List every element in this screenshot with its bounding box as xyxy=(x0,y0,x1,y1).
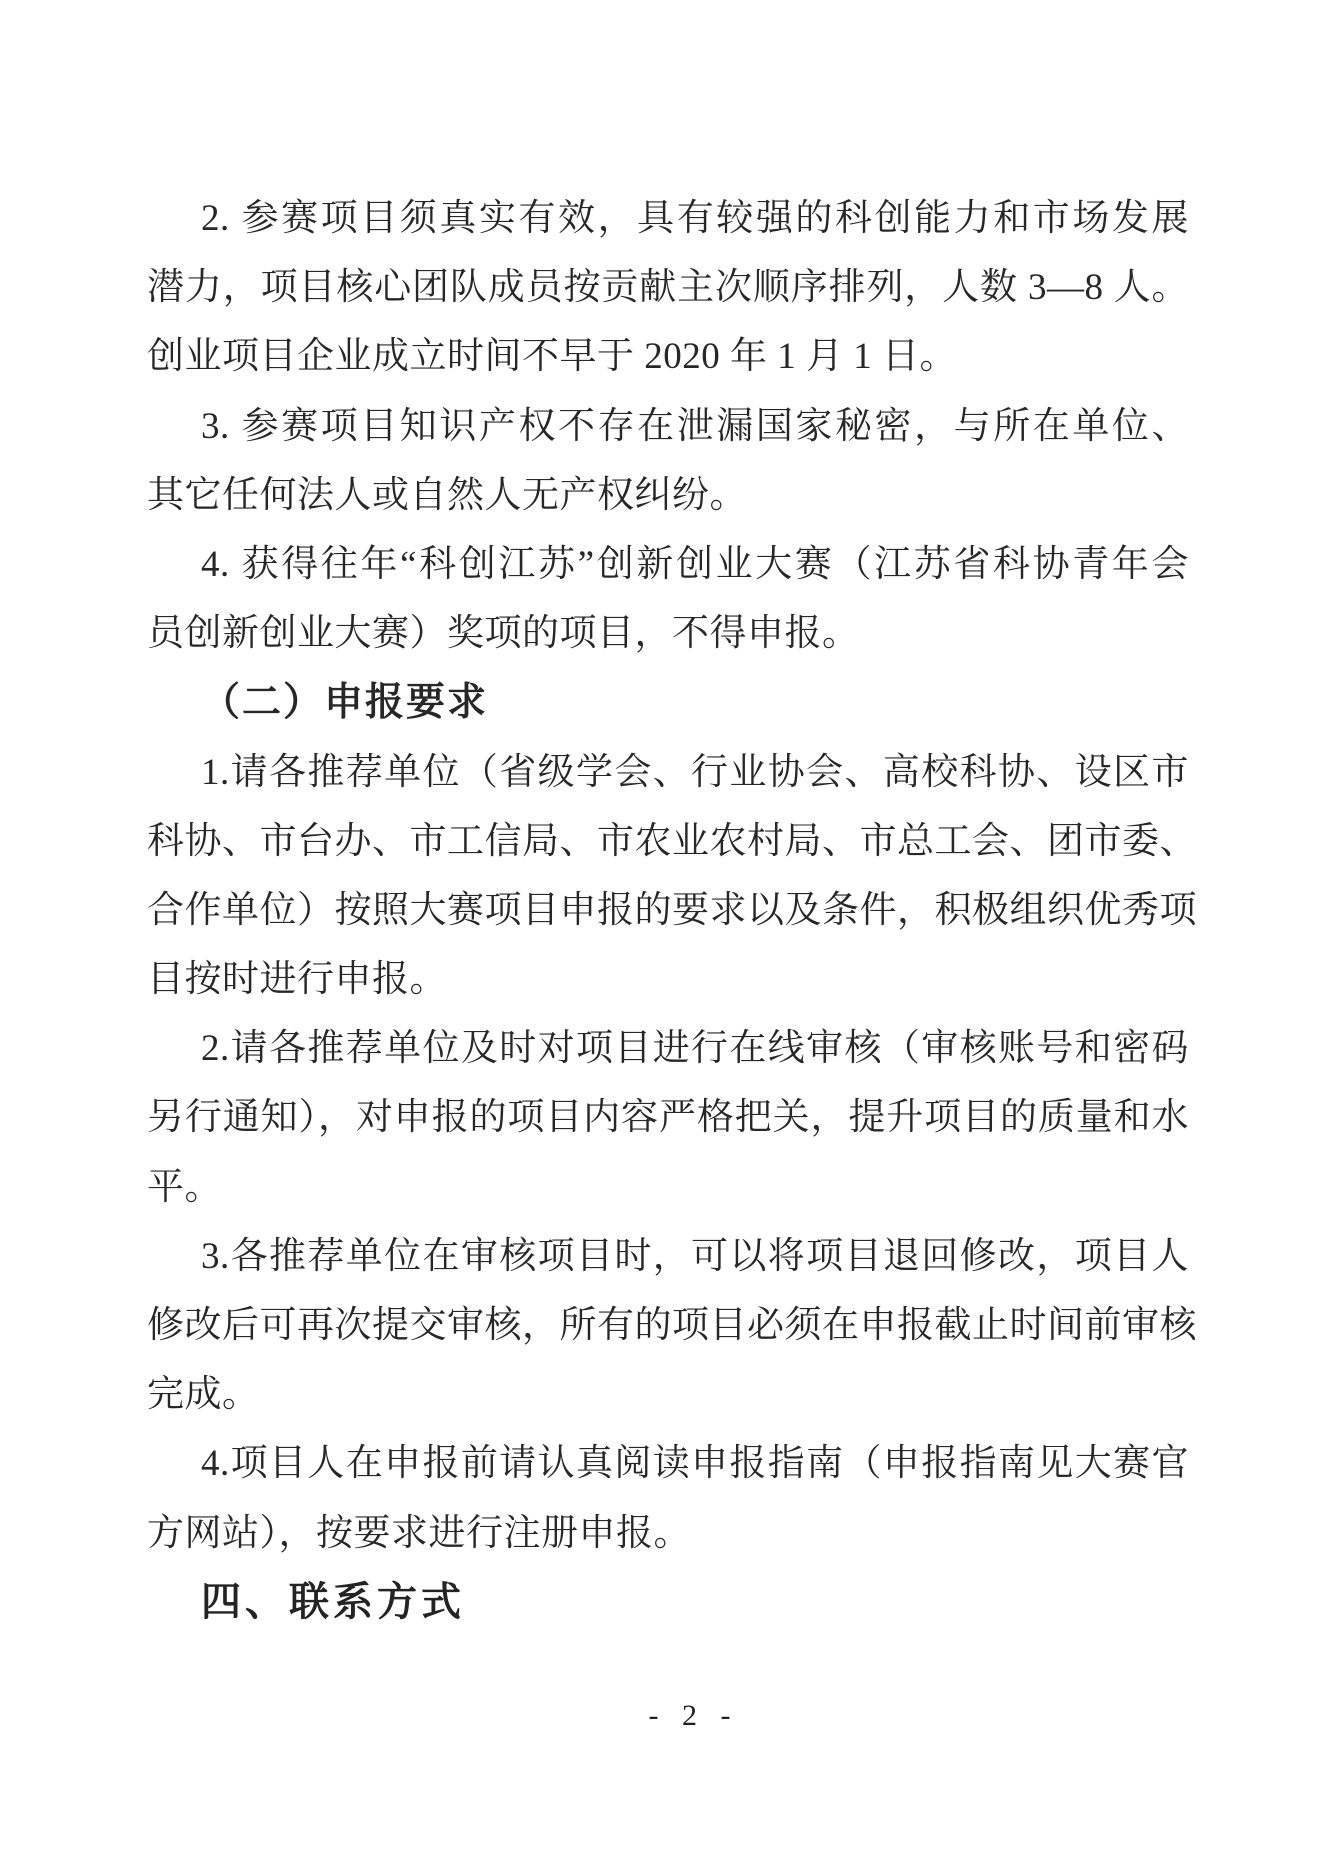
text-line: 修改后可再次提交审核，所有的项目必须在申报截止时间前审核 xyxy=(147,1305,1197,1346)
text-line: 合作单位）按照大赛项目申报的要求以及条件，积极组织优秀项 xyxy=(147,889,1197,931)
text-line: 3.各推荐单位在审核项目时，可以将项目退回修改，项目人 xyxy=(201,1235,1189,1277)
text-line: 2. 参赛项目须真实有效，具有较强的科创能力和市场发展 xyxy=(201,198,1189,239)
text-line: 平。 xyxy=(147,1166,222,1208)
paragraph xyxy=(147,1014,1189,1222)
text-line: 员创新创业大赛）奖项的项目，不得申报。 xyxy=(147,613,860,655)
paragraph xyxy=(147,1429,1189,1567)
text-line: 另行通知），对申报的项目内容严格把关，提升项目的质量和水 xyxy=(147,1097,1189,1139)
text-line: 2.请各推荐单位及时对项目进行在线审核（审核账号和密码 xyxy=(201,1028,1189,1070)
text-line: 目按时进行申报。 xyxy=(147,959,447,1001)
text-line: 其它任何法人或自然人无产权纠纷。 xyxy=(147,474,747,516)
paragraph xyxy=(147,530,1189,668)
text-line: 创业项目企业成立时间不早于 2020 年 1 月 1 日。 xyxy=(147,336,957,378)
text-line: 潜力，项目核心团队成员按贡献主次顺序排列，人数 3—8 人。 xyxy=(147,267,1189,309)
paragraph xyxy=(147,184,1189,392)
heading-line: 四、联系方式 xyxy=(201,1579,465,1624)
paragraph xyxy=(147,1222,1197,1430)
page-number: - 2 - xyxy=(648,1699,736,1732)
document-body-text xyxy=(147,184,1197,1637)
heading-line: （二）申报要求 xyxy=(201,681,489,725)
text-line: 方网站），按要求进行注册申报。 xyxy=(147,1512,691,1554)
section-heading xyxy=(147,668,1189,737)
paragraph xyxy=(147,392,1189,530)
section-heading xyxy=(147,1568,1189,1637)
text-line: 科协、市台办、市工信局、市农业农村局、市总工会、团市委、 xyxy=(147,820,1197,862)
text-line: 3. 参赛项目知识产权不存在泄漏国家秘密，与所在单位、 xyxy=(201,405,1189,447)
paragraph xyxy=(147,738,1197,1015)
text-line: 4. 获得往年“科创江苏”创新创业大赛（江苏省科协青年会 xyxy=(201,543,1189,585)
text-line: 1.请各推荐单位（省级学会、行业协会、高校科协、设区市 xyxy=(201,751,1189,793)
text-line: 完成。 xyxy=(147,1374,260,1416)
text-line: 4.项目人在申报前请认真阅读申报指南（申报指南见大赛官 xyxy=(201,1443,1189,1485)
